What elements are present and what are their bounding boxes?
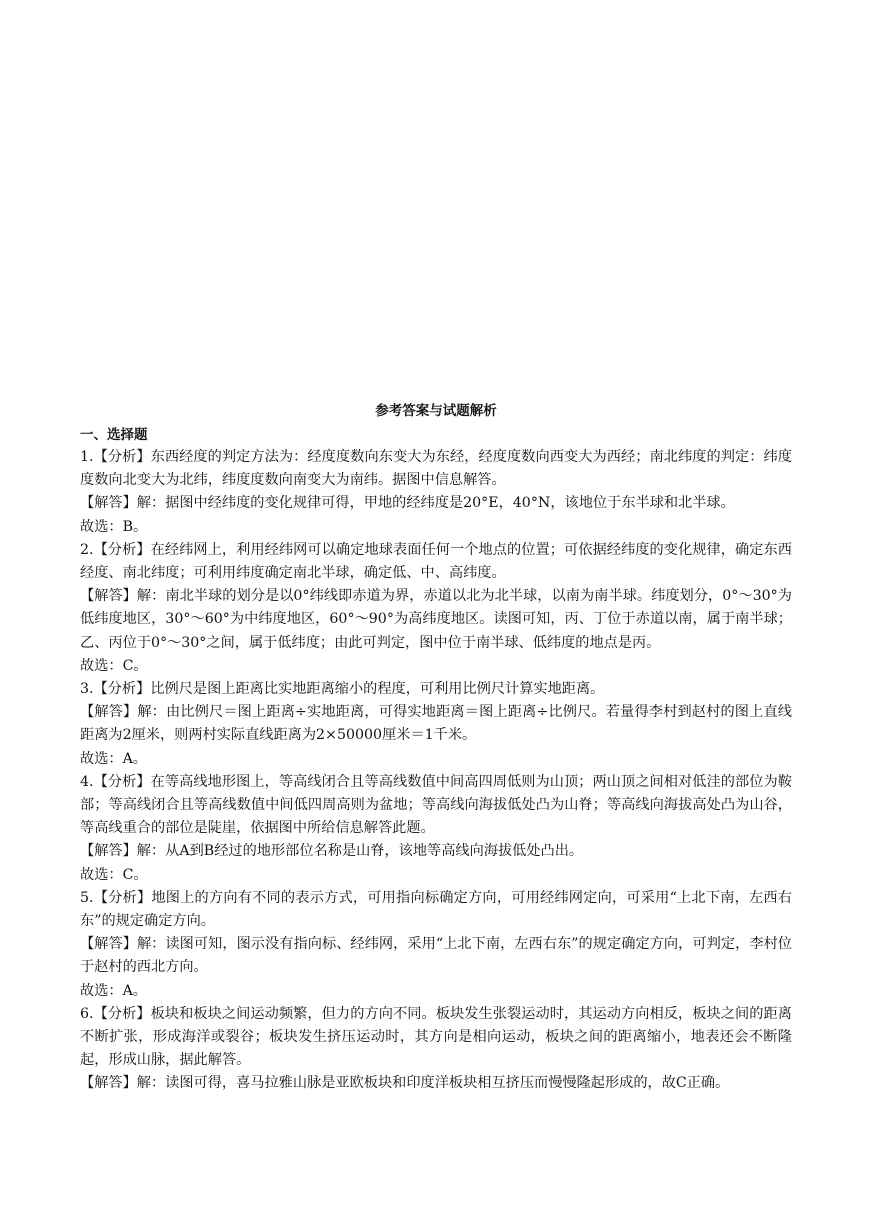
page-title: 参考答案与试题解析	[375, 403, 497, 419]
answer-text: 解：由比例尺＝图上距离÷实地距离，可得实地距离＝图上距离÷比例尺。若量得李村到赵村的图上直线距离为2厘米，则两村实际直线距离为2×50000厘米＝1千米。	[80, 704, 792, 744]
question-item	[80, 678, 792, 771]
choice-line: 故选：B。	[80, 518, 148, 535]
choice-line: 故选：A。	[80, 982, 147, 999]
analysis-paragraph	[80, 678, 792, 701]
question-number: 6.	[80, 1005, 94, 1022]
answer-text: 解：读图可知，图示没有指向标、经纬网，采用“上北下南，左西右东”的规定确定方向，可判定，李村位于赵村的西北方向。	[80, 936, 792, 976]
question-number: 5.	[80, 889, 94, 906]
answer-paragraph	[80, 585, 792, 655]
answer-text: 解：据图中经纬度的变化规律可得，甲地的经纬度是20°E，40°N，该地位于东半球和北半球。	[136, 495, 735, 512]
answer-text: 解：从A到B经过的地形部位名称是山脊，该地等高线向海拔低处凸出。	[136, 843, 584, 860]
answer-tag: 【解答】	[80, 843, 137, 860]
choice-line: 故选：C。	[80, 657, 148, 674]
answer-tag: 【解答】	[80, 495, 137, 512]
analysis-paragraph	[80, 887, 792, 933]
analysis-paragraph	[80, 771, 792, 841]
answer-tag: 【解答】	[80, 936, 137, 953]
answer-paragraph	[80, 701, 792, 747]
question-number: 3.	[80, 681, 94, 698]
question-item	[80, 887, 792, 1003]
question-item	[80, 539, 792, 678]
analysis-tag: 【分析】	[93, 1005, 151, 1022]
analysis-text: 比例尺是图上距离比实地距离缩小的程度，可利用比例尺计算实地距离。	[150, 681, 605, 698]
answer-tag: 【解答】	[80, 588, 137, 605]
answer-text: 解：读图可得，喜马拉雅山脉是亚欧板块和印度洋板块相互挤压而慢慢隆起形成的，故C正确。	[136, 1075, 730, 1092]
analysis-tag: 【分析】	[93, 773, 151, 790]
analysis-text: 地图上的方向有不同的表示方式，可用指向标确定方向，可用经纬网定向，可采用“上北下南，左西右东”的规定确定方向。	[80, 889, 792, 930]
analysis-tag: 【分析】	[93, 541, 151, 558]
analysis-paragraph	[80, 446, 792, 492]
answer-paragraph	[80, 840, 792, 863]
question-number: 1.	[80, 449, 94, 465]
analysis-tag: 【分析】	[93, 681, 151, 698]
answer-tag: 【解答】	[80, 704, 138, 721]
question-item	[80, 1003, 792, 1096]
choice-line: 故选：A。	[80, 750, 147, 767]
answer-paragraph	[80, 933, 792, 979]
answer-text: 解：南北半球的划分是以0°纬线即赤道为界，赤道以北为北半球，以南为南半球。纬度划分，0°～30°为低纬度地区，30°～60°为中纬度地区，60°～90°为高纬度地区。读图可知，丙、丁位于赤道以南，属于南半球；乙、丙位于0°～30°之间，属于低纬度；由此可判定，图中位于南半球、低纬度的地点是丙。	[80, 588, 792, 651]
analysis-text: 在经纬网上，利用经纬网可以确定地球表面任何一个地点的位置；可依据经纬度的变化规律，确定东西经度、南北纬度；可利用纬度确定南北半球，确定低、中、高纬度。	[80, 541, 792, 582]
question-number: 2.	[80, 541, 94, 558]
analysis-paragraph	[80, 539, 792, 585]
question-number: 4.	[80, 773, 94, 790]
question-list	[80, 446, 792, 1096]
analysis-text: 在等高线地形图上，等高线闭合且等高线数值中间高四周低则为山顶；两山顶之间相对低洼的部位为鞍部；等高线闭合且等高线数值中间低四周高则为盆地；等高线向海拔低处凸为山脊；等高线向海拔高处凸为山谷，等高线重合的部位是陡崖，依据图中所给信息解答此题。	[80, 773, 792, 837]
section-heading: 一、选择题	[80, 427, 148, 443]
question-item	[80, 771, 792, 887]
question-item	[80, 446, 792, 539]
document-page	[80, 400, 792, 1096]
analysis-tag: 【分析】	[93, 889, 152, 906]
answer-paragraph	[80, 1072, 792, 1095]
answer-tag: 【解答】	[80, 1075, 137, 1092]
analysis-text: 板块和板块之间运动频繁，但力的方向不同。板块发生张裂运动时，其运动方向相反，板块之间的距离不断扩张，形成海洋或裂谷；板块发生挤压运动时，其方向是相向运动，板块之间的距离缩小，地表还会不断隆起，形成山脉，据此解答。	[80, 1005, 792, 1069]
answer-paragraph	[80, 492, 792, 515]
analysis-paragraph	[80, 1003, 792, 1073]
analysis-text: 东西经度的判定方法为：经度度数向东变大为东经，经度度数向西变大为西经；南北纬度的判定：纬度度数向北变大为北纬，纬度度数向南变大为南纬。据图中信息解答。	[80, 449, 792, 489]
analysis-tag: 【分析】	[93, 449, 151, 465]
choice-line: 故选：C。	[80, 866, 148, 883]
